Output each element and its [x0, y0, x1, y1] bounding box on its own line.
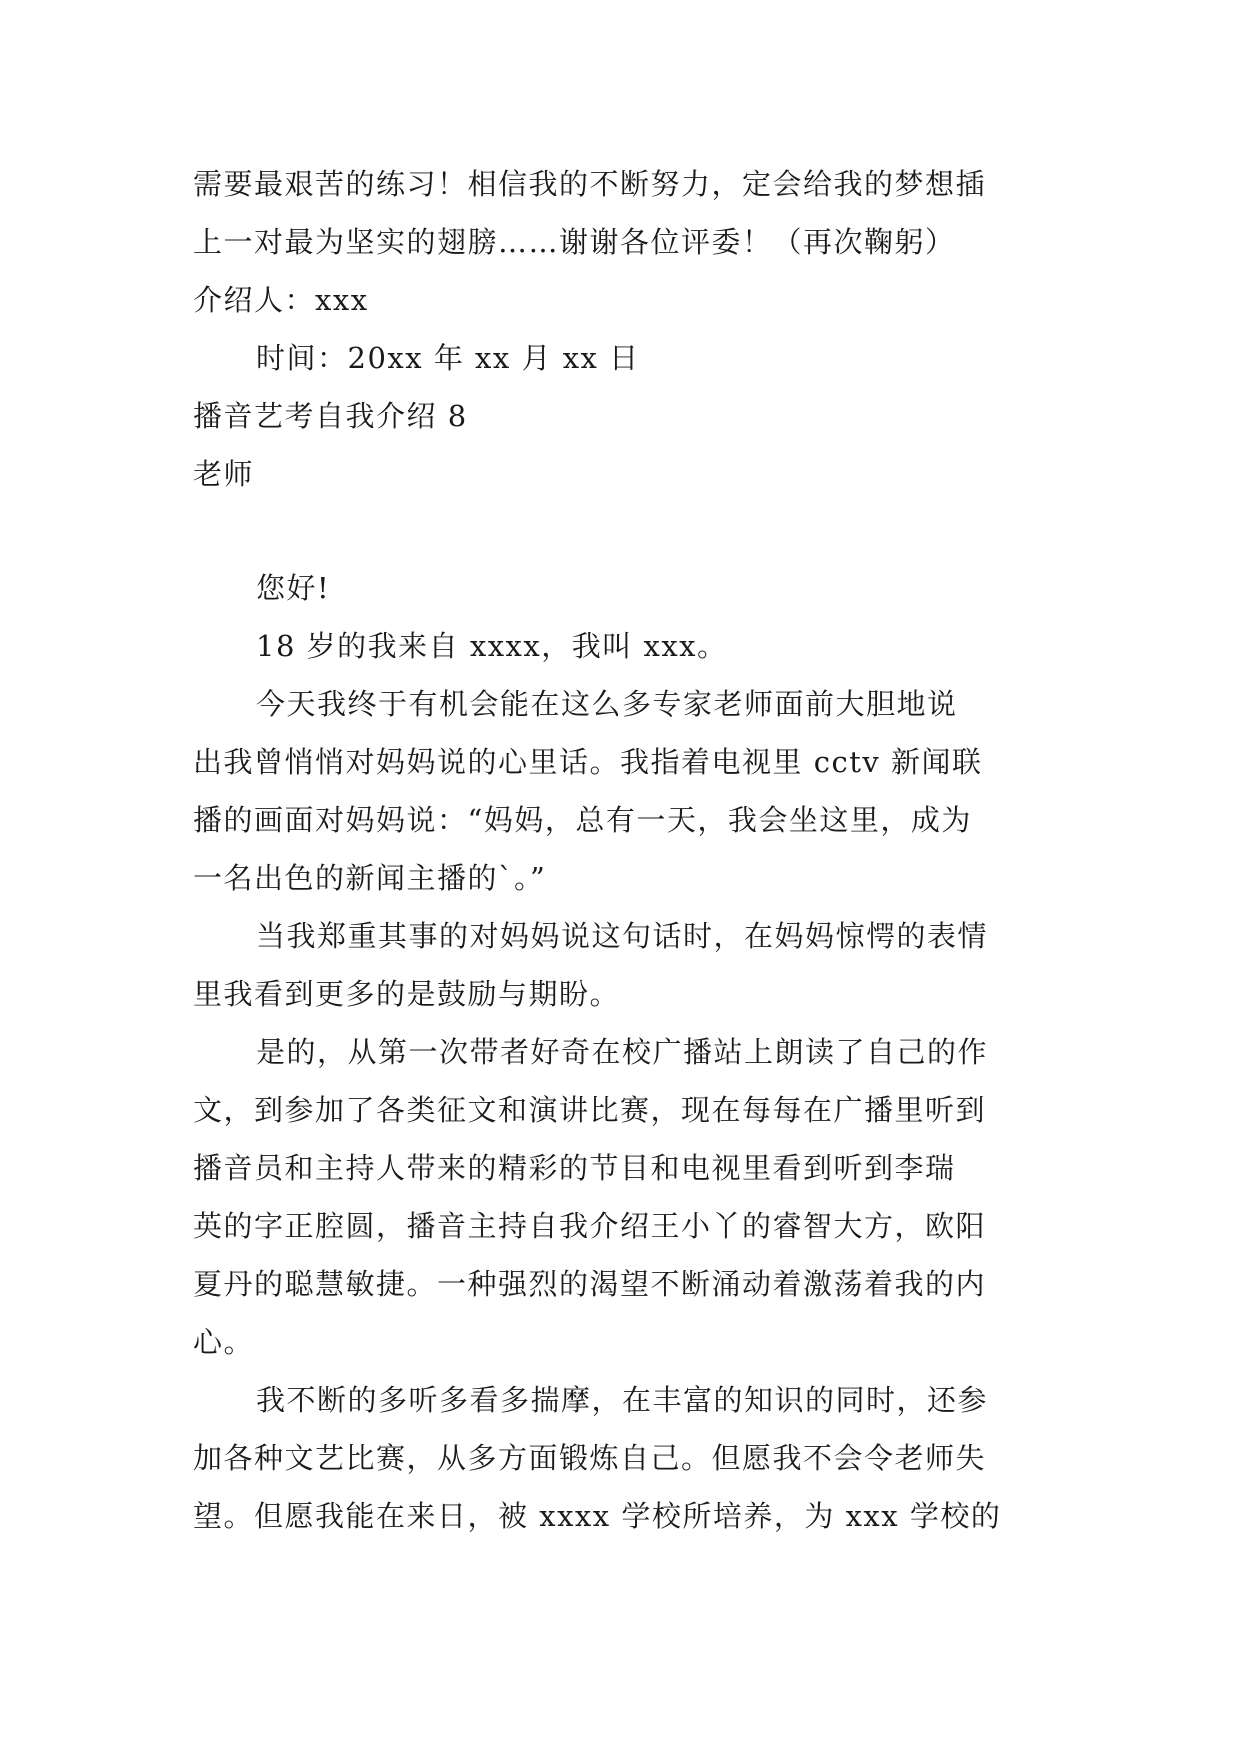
- paragraph-line: 我不断的多听多看多揣摩，在丰富的知识的同时，还参: [256, 1383, 989, 1417]
- paragraph-line: 夏丹的聪慧敏捷。一种强烈的渴望不断涌动着激荡着我的内: [193, 1267, 987, 1301]
- paragraph-line: 上一对最为坚实的翅膀……谢谢各位评委！（再次鞠躬）: [193, 225, 956, 259]
- paragraph-line: 一名出色的新闻主播的`。”: [193, 861, 547, 895]
- paragraph-line: 心。: [193, 1325, 255, 1359]
- paragraph-line: 需要最艰苦的练习！相信我的不断努力，定会给我的梦想插: [193, 167, 987, 201]
- paragraph-line: 18 岁的我来自 xxxx，我叫 xxx。: [256, 629, 728, 663]
- paragraph-line: 英的字正腔圆，播音主持自我介绍王小丫的睿智大方，欧阳: [193, 1209, 987, 1243]
- section-heading: 播音艺考自我介绍 8: [193, 399, 468, 433]
- paragraph-line: 加各种文艺比赛，从多方面锻炼自己。但愿我不会令老师失: [193, 1441, 987, 1475]
- date-line: 时间：20xx 年 xx 月 xx 日: [256, 341, 640, 375]
- paragraph-line: 里我看到更多的是鼓励与期盼。: [193, 977, 621, 1011]
- paragraph-line: 播的画面对妈妈说：“妈妈，总有一天，我会坐这里，成为: [193, 803, 972, 837]
- paragraph-line: 是的，从第一次带者好奇在校广播站上朗读了自己的作: [256, 1035, 989, 1069]
- paragraph-line: 望。但愿我能在来日，被 xxxx 学校所培养，为 xxx 学校的: [193, 1499, 1002, 1533]
- paragraph-line: 当我郑重其事的对妈妈说这句话时，在妈妈惊愕的表情: [256, 919, 989, 953]
- paragraph-line: 文，到参加了各类征文和演讲比赛，现在每每在广播里听到: [193, 1093, 987, 1127]
- introducer-line: 介绍人：xxx: [193, 283, 369, 317]
- greeting: 您好!: [256, 571, 331, 605]
- paragraph-line: 播音员和主持人带来的精彩的节目和电视里看到听到李瑞: [193, 1151, 956, 1185]
- salutation: 老师: [193, 457, 255, 491]
- paragraph-line: 出我曾悄悄对妈妈说的心里话。我指着电视里 cctv 新闻联: [193, 745, 983, 779]
- paragraph-line: 今天我终于有机会能在这么多专家老师面前大胆地说: [256, 687, 958, 721]
